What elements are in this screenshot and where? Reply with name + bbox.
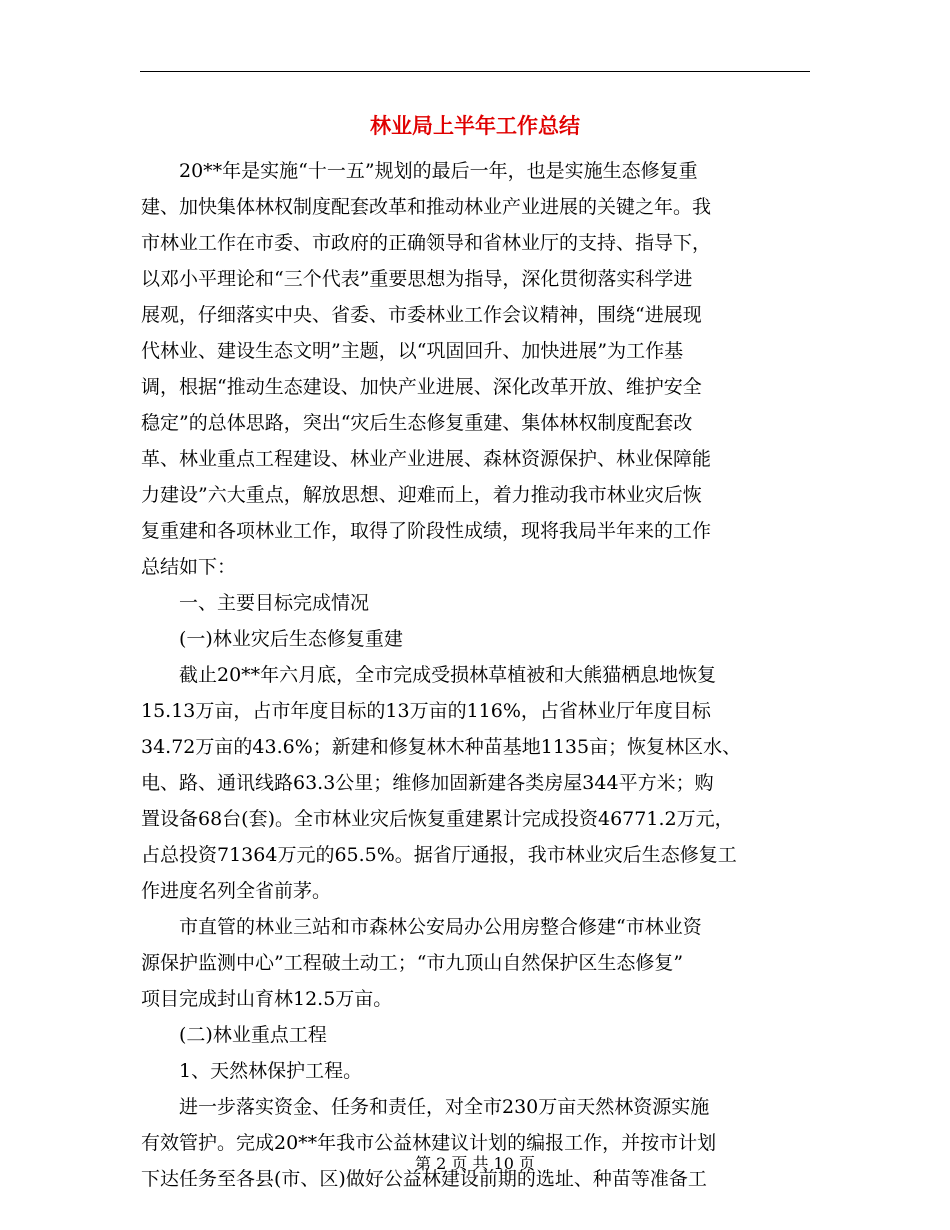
body-line: 力建设”六大重点，解放思想、迎难而上，着力推动我市林业灾后恢	[141, 484, 702, 506]
item-heading: 1、天然林保护工程。	[141, 1060, 363, 1082]
body-line: 以邓小平理论和“三个代表”重要思想为指导，深化贯彻落实科学进	[141, 268, 693, 290]
document-body	[141, 153, 811, 1197]
subsection-heading: (二)林业重点工程	[141, 1024, 327, 1046]
body-line: 截止20**年六月底，全市完成受损林草植被和大熊猫栖息地恢复	[141, 664, 717, 686]
body-line: 复重建和各项林业工作，取得了阶段性成绩，现将我局半年来的工作	[141, 520, 712, 542]
body-line: 占总投资71364万元的65.5%。据省厅通报，我市林业灾后生态修复工	[141, 844, 737, 866]
body-line: 市林业工作在市委、市政府的正确领导和省林业厅的支持、指导下，	[141, 232, 712, 254]
document-title: 林业局上半年工作总结	[370, 114, 580, 138]
body-line: 电、路、通讯线路63.3公里；维修加固新建各类房屋344平方米；购	[141, 772, 714, 794]
body-line: 代林业、建设生态文明”主题，以“巩固回升、加快进展”为工作基	[141, 340, 684, 362]
section-heading: 一、主要目标完成情况	[141, 592, 370, 614]
body-line: 15.13万亩，占市年度目标的13万亩的116%，占省林业厅年度目标	[141, 700, 711, 722]
body-line: 革、林业重点工程建设、林业产业进展、森林资源保护、林业保障能	[141, 448, 712, 470]
body-line: 作进度名列全省前茅。	[141, 880, 332, 902]
body-line: 下达任务至各县(市、区)做好公益林建设前期的选址、种苗等准备工	[141, 1168, 707, 1190]
page-footer: 第 2 页 共 10 页	[415, 1154, 535, 1173]
body-line: 源保护监测中心”工程破土动工；“市九顶山自然保护区生态修复”	[141, 952, 684, 974]
body-line: 34.72万亩的43.6%；新建和修复林木种苗基地1135亩；恢复林区水、	[141, 736, 742, 758]
header-rule	[140, 71, 810, 72]
body-line: 项目完成封山育林12.5万亩。	[141, 988, 393, 1010]
body-line: 20**年是实施“十一五”规划的最后一年，也是实施生态修复重	[141, 160, 698, 182]
body-line: 进一步落实资金、任务和责任，对全市230万亩天然林资源实施	[141, 1096, 710, 1118]
body-line: 置设备68台(套)。全市林业灾后恢复重建累计完成投资46771.2万元，	[141, 808, 734, 830]
body-line: 稳定”的总体思路，突出“灾后生态修复重建、集体林权制度配套改	[141, 412, 693, 434]
subsection-heading: (一)林业灾后生态修复重建	[141, 628, 403, 650]
body-line: 调，根据“推动生态建设、加快产业进展、深化改革开放、维护安全	[141, 376, 702, 398]
body-line: 总结如下：	[141, 556, 237, 578]
body-line: 有效管护。完成20**年我市公益林建议计划的编报工作，并按市计划	[141, 1132, 717, 1154]
body-line: 建、加快集体林权制度配套改革和推动林业产业进展的关键之年。我	[141, 196, 712, 218]
body-line: 展观，仔细落实中央、省委、市委林业工作会议精神，围绕“进展现	[141, 304, 702, 326]
body-line: 市直管的林业三站和市森林公安局办公用房整合修建“市林业资	[141, 916, 702, 938]
